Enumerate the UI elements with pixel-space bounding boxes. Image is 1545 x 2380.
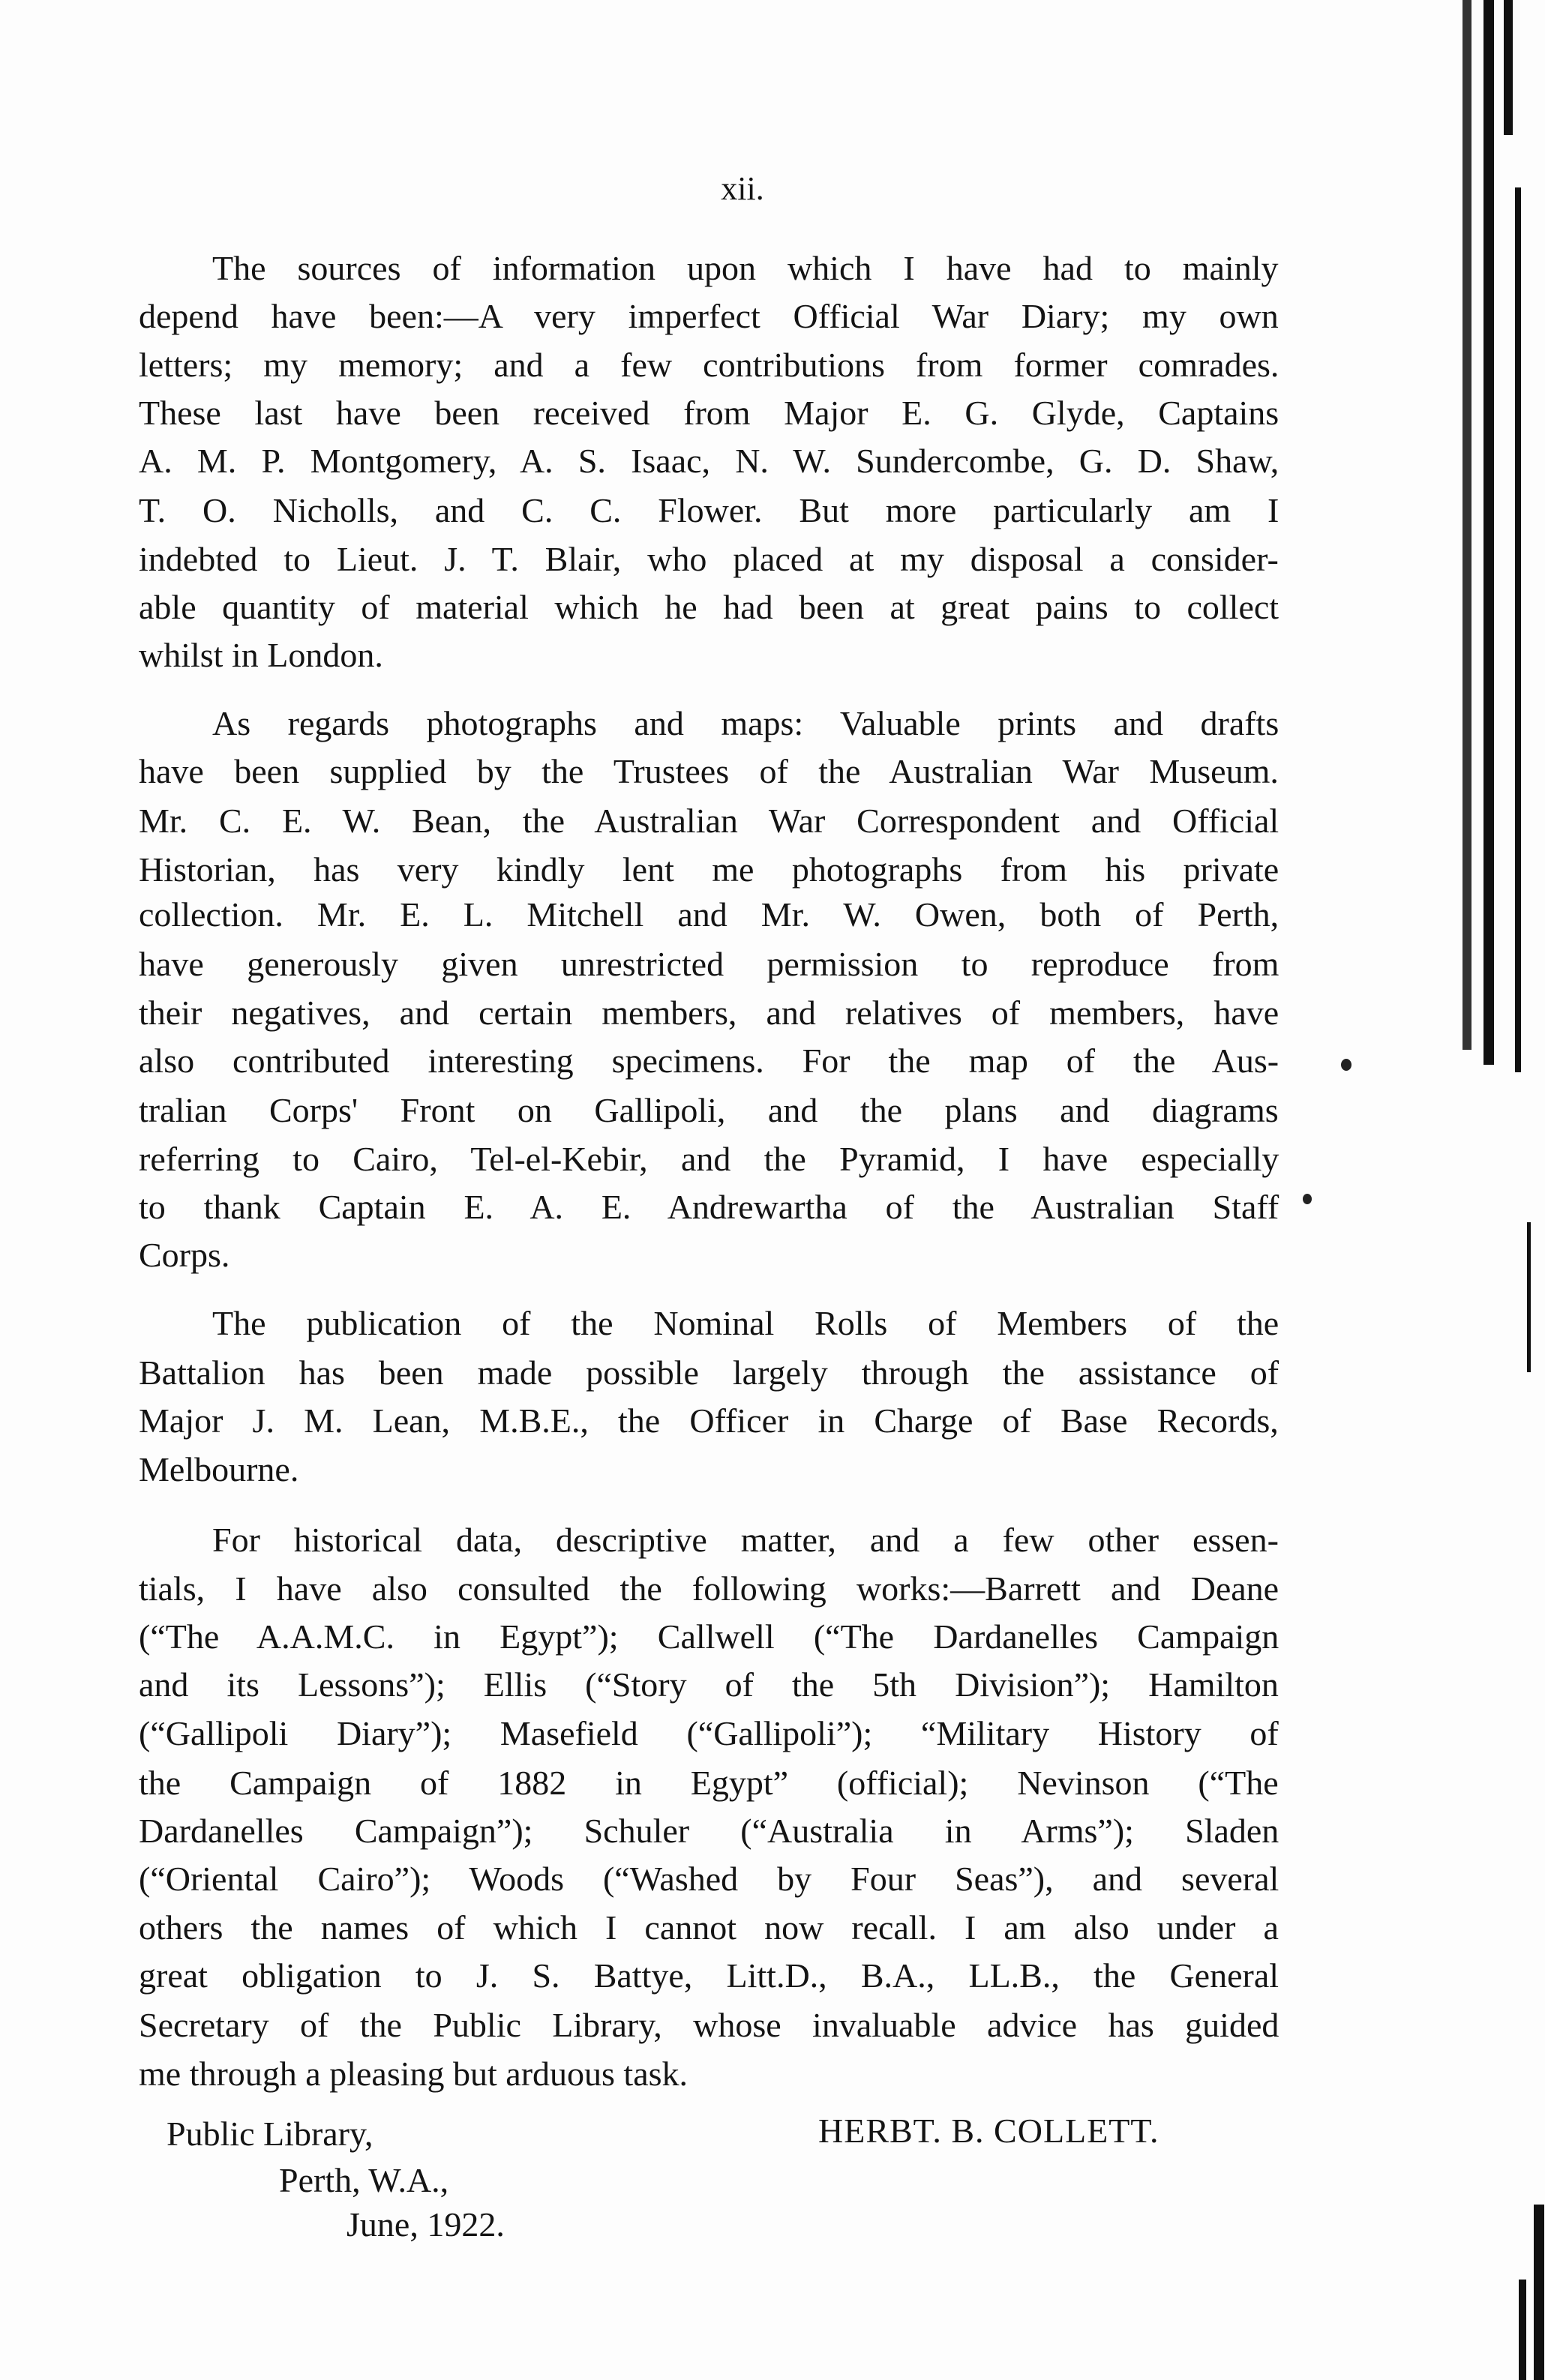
text-line: and its Lessons”); Ellis (“Story of the 5th Division”); Hamilton: [139, 1665, 1279, 1704]
text-line: (“Oriental Cairo”); Woods (“Washed by Four Seas”), and several: [139, 1860, 1280, 1898]
binding-edge-line: [1484, 0, 1494, 1065]
signoff-place-line2: Perth, W.A.,: [279, 2161, 449, 2199]
text-line: The publication of the Nominal Rolls of Members of the: [212, 1304, 1280, 1342]
text-line: have generously given unrestricted permission to reproduce from: [139, 945, 1280, 983]
ink-speck: [1303, 1194, 1312, 1204]
text-line: able quantity of material which he had been at great pains to collect: [139, 588, 1280, 626]
binding-edge-line: [1534, 2205, 1544, 2380]
text-line: to thank Captain E. A. E. Andrewartha of the Australian Staff: [139, 1188, 1280, 1226]
text-line: Corps.: [139, 1236, 230, 1274]
text-line: Historian, has very kindly lent me photographs from his private: [139, 850, 1280, 889]
text-line: The sources of information upon which I have had to mainly: [212, 249, 1279, 287]
text-line: (“Gallipoli Diary”); Masefield (“Gallipoli”); “Military History of: [139, 1714, 1279, 1752]
text-line: also contributed interesting specimens. For the map of the Aus-: [139, 1042, 1280, 1080]
text-line: As regards photographs and maps: Valuable prints and drafts: [212, 704, 1280, 742]
text-line: tials, I have also consulted the following works:—Barrett and Deane: [139, 1569, 1280, 1608]
text-line: Secretary of the Public Library, whose invaluable advice has guided: [139, 2006, 1280, 2044]
ink-speck: [1341, 1059, 1352, 1071]
text-line: Major J. M. Lean, M.B.E., the Officer in Charge of Base Records,: [139, 1401, 1279, 1440]
text-line: great obligation to J. S. Battye, Litt.D., B.A., LL.B., the General: [139, 1956, 1280, 1995]
binding-edge-line: [1515, 187, 1521, 1072]
binding-edge-line: [1504, 0, 1513, 135]
text-line: collection. Mr. E. L. Mitchell and Mr. W. Owen, both of Perth,: [139, 895, 1280, 934]
signoff-date: June, 1922.: [346, 2205, 505, 2244]
signoff-author: HERBT. B. COLLETT.: [818, 2112, 1160, 2150]
text-line: Melbourne.: [139, 1450, 299, 1488]
signoff-place-line1: Public Library,: [166, 2115, 374, 2153]
binding-edge-line: [1527, 1222, 1531, 1372]
text-line: the Campaign of 1882 in Egypt” (official); Nevinson (“The: [139, 1764, 1279, 1802]
text-line: Mr. C. E. W. Bean, the Australian War Correspondent and Official: [139, 802, 1280, 840]
text-line: whilst in London.: [139, 636, 383, 674]
text-line: me through a pleasing but arduous task.: [139, 2055, 688, 2093]
text-line: (“The A.A.M.C. in Egypt”); Callwell (“The Dardanelles Campaign: [139, 1617, 1280, 1656]
text-line: These last have been received from Major E. G. Glyde, Captains: [139, 394, 1280, 432]
text-line: depend have been:—A very imperfect Official War Diary; my own: [139, 297, 1279, 335]
text-line: referring to Cairo, Tel-el-Kebir, and the Pyramid, I have especially: [139, 1140, 1280, 1178]
binding-edge-line: [1519, 2280, 1526, 2380]
binding-edge-shadow: [1462, 0, 1472, 1050]
text-line: Dardanelles Campaign”); Schuler (“Australia in Arms”); Sladen: [139, 1812, 1280, 1850]
text-line: others the names of which I cannot now recall. I am also under a: [139, 1908, 1279, 1947]
page-number: xii.: [721, 170, 764, 207]
text-line: letters; my memory; and a few contributions from former comrades.: [139, 346, 1280, 384]
text-line: A. M. P. Montgomery, A. S. Isaac, N. W. Sundercombe, G. D. Shaw,: [139, 442, 1280, 480]
text-line: their negatives, and certain members, and relatives of members, have: [139, 994, 1280, 1032]
text-line: indebted to Lieut. J. T. Blair, who placed at my disposal a consider-: [139, 540, 1279, 578]
text-line: T. O. Nicholls, and C. C. Flower. But more particularly am I: [139, 491, 1280, 529]
text-line: tralian Corps' Front on Gallipoli, and the plans and diagrams: [139, 1091, 1279, 1129]
text-line: have been supplied by the Trustees of the Australian War Museum.: [139, 752, 1279, 790]
text-line: Battalion has been made possible largely through the assistance of: [139, 1353, 1280, 1392]
text-line: For historical data, descriptive matter, and a few other essen-: [212, 1521, 1279, 1559]
